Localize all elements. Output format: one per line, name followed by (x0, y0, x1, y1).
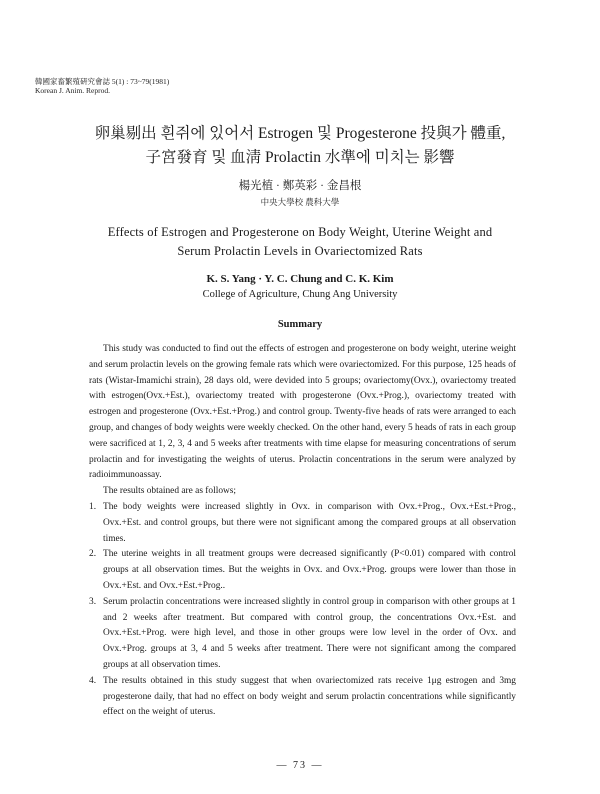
korean-title (0, 122, 600, 170)
summary-intro-paragraph: This study was conducted to find out the effects of estrogen and progesterone on body weight, uterine weight and serum prolactin levels on the growing female rats which were ovariectomized. For this purpose, 125 heads of rats (Wistar-Imamichi strain), 28 days old, were devided into 5 groups; ovariectomy(Ovx.), ovariectomy treated with estrogen(Ovx.+Est.), ovariectomy treated with progesterone (Ovx.+Prog.), ovariectomy treated with estrogen and progesterone (Ovx.+Est.+Prog.) and control group. Twenty-five heads of rats were arranged to each group, and changes of body weights were weekly checked. On the other hand, every 5 heads of rats in each group were sacrificed at 1, 2, 3, 4 and 5 weeks after treatments with time elapse for measuring concentrations of serum prolactin and for investigating the weights of uterus. Prolactin concentrations in the serum were analyzed by radioimmunoassay. (89, 344, 516, 481)
summary-body (89, 342, 516, 721)
english-authors: K. S. Yang · Y. C. Chung and C. K. Kim (206, 273, 394, 285)
page-number: — 73 — (276, 760, 324, 771)
result-text: The body weights were increased slightly in Ovx. in comparison with Ovx.+Prog., Ovx.+Est.+Prog., Ovx.+Est. and control groups, but there were not significant among the compared groups at all observation times. (103, 501, 516, 544)
result-number: 4. (89, 675, 97, 686)
result-number: 1. (89, 501, 97, 512)
journal-citation-korean: 韓國家畜繁殖硏究會誌 5(1) : 73~79(1981) (35, 77, 170, 86)
english-affiliation: College of Agriculture, Chung Ang University (202, 289, 398, 300)
result-text: The results obtained in this study suggest that when ovariectomized rats receive 1μg estrogen and 3mg progesterone daily, that had no effect on body weight and serum prolactin concentrations while significantly effect on the weight of uterus. (103, 675, 516, 718)
result-text: Serum prolactin concentrations were increased slightly in control group in comparison with other groups at 1 and 2 weeks after treatment. But compared with control group, the concentrations Ovx.+Est. and Ovx.+Est.+Prog. were high level, and those in other groups were low level in the order of Ovx. and Ovx.+Prog. groups at 3, 4 and 5 weeks after treatment. There were not significant among the compared groups at all observation times. (103, 596, 516, 670)
korean-affiliation: 中央大學校 農科大學 (260, 197, 340, 207)
results-list (89, 500, 516, 721)
korean-title-line-1: 卵巢剔出 흰쥐에 있어서 Estrogen 및 Progesterone 投與가 體重, (94, 125, 506, 142)
results-intro: The results obtained are as follows; (103, 486, 237, 497)
journal-citation-english: Korean J. Anim. Reprod. (35, 86, 110, 95)
result-item (89, 547, 516, 594)
english-title-line-2: Serum Prolactin Levels in Ovariectomized Rats (177, 244, 423, 258)
result-number: 2. (89, 549, 97, 560)
english-title (0, 223, 600, 261)
result-item (89, 674, 516, 721)
summary-heading: Summary (277, 319, 323, 330)
journal-citation (35, 77, 169, 95)
result-item (89, 595, 516, 674)
english-title-line-1: Effects of Estrogen and Progesterone on Body Weight, Uterine Weight and (107, 225, 493, 239)
result-text: The uterine weights in all treatment groups were decreased significantly (P<0.01) compared with control groups at all observation times. But the weights in Ovx. and Ovx.+Prog. groups were lower than those in Ovx.+Est. and Ovx.+Est.+Prog.. (103, 549, 516, 591)
result-item (89, 500, 516, 547)
korean-authors: 楊光植 · 鄭英彩 · 金昌根 (238, 180, 362, 192)
korean-title-line-2: 子宮發育 및 血淸 Prolactin 水準에 미치는 影響 (145, 149, 455, 166)
result-number: 3. (89, 596, 97, 607)
